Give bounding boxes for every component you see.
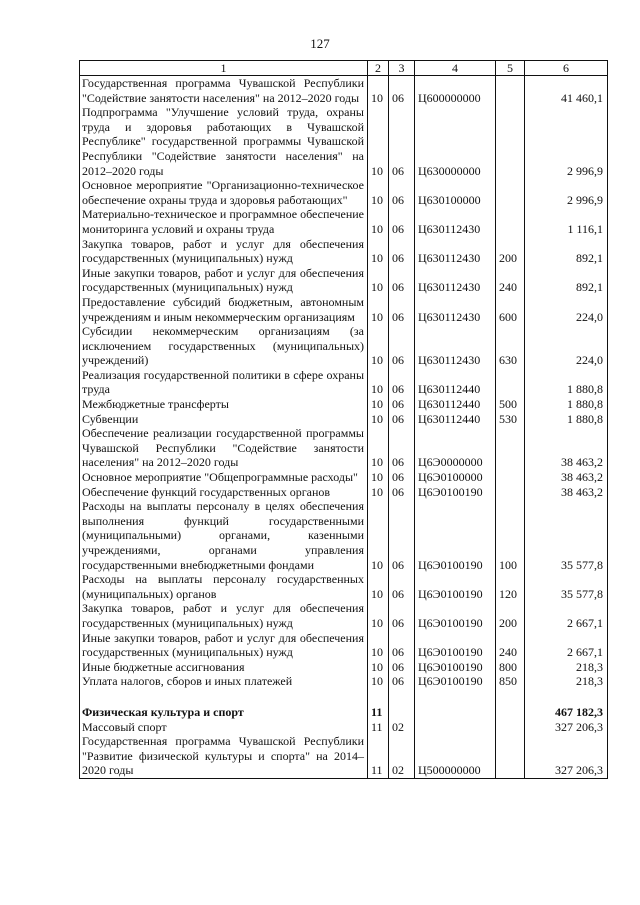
target-article-code: Ц630112440 xyxy=(415,368,496,397)
amount: 467 182,3 xyxy=(525,705,608,720)
expense-type-code: 100 xyxy=(496,499,525,572)
expense-type-code xyxy=(496,105,525,178)
table-row xyxy=(80,368,608,397)
table-header-row xyxy=(80,61,608,76)
item-name: Субвенции xyxy=(80,412,368,427)
target-article-code: Ц600000000 xyxy=(415,76,496,106)
expense-type-code xyxy=(496,178,525,207)
empty-cell xyxy=(368,689,389,705)
table-row xyxy=(80,295,608,324)
item-name: Иные бюджетные ассигнования xyxy=(80,660,368,675)
table-row xyxy=(80,207,608,236)
empty-cell xyxy=(415,689,496,705)
amount: 327 206,3 xyxy=(525,720,608,735)
column-header: 2 xyxy=(368,61,389,76)
table-row xyxy=(80,397,608,412)
section-code: 10 xyxy=(368,266,389,295)
item-name: Основное мероприятие "Организационно-техническое обеспечение охраны труда и здоровья работающих" xyxy=(80,178,368,207)
section-code: 10 xyxy=(368,426,389,470)
item-name: Иные закупки товаров, работ и услуг для обеспечения государственных (муниципальных) нужд xyxy=(80,266,368,295)
item-name: Межбюджетные трансферты xyxy=(80,397,368,412)
item-name: Закупка товаров, работ и услуг для обеспечения государственных (муниципальных) нужд xyxy=(80,237,368,266)
item-name: Расходы на выплаты персоналу в целях обеспечения выполнения функций государственными (муниципальными) органами, казенными учреждениями, органами управления государственными внебюджетными фондами xyxy=(80,499,368,572)
section-code: 10 xyxy=(368,397,389,412)
expense-type-code: 530 xyxy=(496,412,525,427)
target-article-code: Ц630000000 xyxy=(415,105,496,178)
empty-cell xyxy=(80,689,368,705)
expense-type-code: 120 xyxy=(496,572,525,601)
amount: 35 577,8 xyxy=(525,572,608,601)
target-article-code: Ц6Э0100190 xyxy=(415,485,496,500)
amount: 218,3 xyxy=(525,674,608,689)
target-article-code: Ц630112430 xyxy=(415,207,496,236)
expense-type-code xyxy=(496,76,525,106)
page-number: 127 xyxy=(310,36,330,51)
table-row xyxy=(80,631,608,660)
subsection-code: 06 xyxy=(389,105,415,178)
subsection-code: 06 xyxy=(389,470,415,485)
target-article-code: Ц630112440 xyxy=(415,412,496,427)
table-row xyxy=(80,601,608,630)
budget-table xyxy=(79,60,608,779)
amount: 218,3 xyxy=(525,660,608,675)
subsection-code: 06 xyxy=(389,207,415,236)
subsection-code: 06 xyxy=(389,631,415,660)
target-article-code: Ц500000000 xyxy=(415,734,496,778)
subsection-code: 06 xyxy=(389,485,415,500)
table-row xyxy=(80,426,608,470)
expense-type-code: 630 xyxy=(496,324,525,368)
item-name: Расходы на выплаты персоналу государственных (муниципальных) органов xyxy=(80,572,368,601)
subsection-code: 06 xyxy=(389,572,415,601)
section-code: 11 xyxy=(368,720,389,735)
expense-type-code xyxy=(496,705,525,720)
target-article-code: Ц6Э0100190 xyxy=(415,572,496,601)
amount: 38 463,2 xyxy=(525,470,608,485)
item-name: Закупка товаров, работ и услуг для обеспечения государственных (муниципальных) нужд xyxy=(80,601,368,630)
subsection-code: 06 xyxy=(389,426,415,470)
section-code: 10 xyxy=(368,105,389,178)
expense-type-code: 850 xyxy=(496,674,525,689)
item-name: Подпрограмма "Улучшение условий труда, охраны труда и здоровья работающих в Чувашской Республике" государственной программы Чувашской Республики "Содействие занятости населения" на 2012–2020 годы xyxy=(80,105,368,178)
target-article-code xyxy=(415,705,496,720)
subsection-code: 06 xyxy=(389,601,415,630)
section-code: 10 xyxy=(368,470,389,485)
expense-type-code: 600 xyxy=(496,295,525,324)
target-article-code: Ц630112430 xyxy=(415,324,496,368)
subsection-code: 06 xyxy=(389,178,415,207)
section-code: 10 xyxy=(368,237,389,266)
amount: 1 880,8 xyxy=(525,368,608,397)
empty-cell xyxy=(496,689,525,705)
target-article-code: Ц6Э0100190 xyxy=(415,674,496,689)
target-article-code xyxy=(415,720,496,735)
subsection-code: 06 xyxy=(389,295,415,324)
expense-type-code: 500 xyxy=(496,397,525,412)
target-article-code: Ц630112430 xyxy=(415,266,496,295)
section-code: 10 xyxy=(368,207,389,236)
item-name: Предоставление субсидий бюджетным, автономным учреждениям и иным некоммерческим организациям xyxy=(80,295,368,324)
spacer-row xyxy=(80,689,608,705)
item-name: Государственная программа Чувашской Республики "Содействие занятости населения" на 2012–2020 годы xyxy=(80,76,368,106)
target-article-code: Ц6Э0100190 xyxy=(415,601,496,630)
subsection-code: 02 xyxy=(389,734,415,778)
amount: 41 460,1 xyxy=(525,76,608,106)
target-article-code: Ц630112430 xyxy=(415,295,496,324)
expense-type-code: 200 xyxy=(496,237,525,266)
table-body xyxy=(80,76,608,779)
amount: 2 667,1 xyxy=(525,631,608,660)
item-name: Обеспечение функций государственных органов xyxy=(80,485,368,500)
section-code: 10 xyxy=(368,178,389,207)
amount: 1 880,8 xyxy=(525,412,608,427)
column-header: 4 xyxy=(415,61,496,76)
table-row xyxy=(80,470,608,485)
table-row xyxy=(80,572,608,601)
section-code: 10 xyxy=(368,572,389,601)
section-code: 10 xyxy=(368,499,389,572)
section-code: 10 xyxy=(368,324,389,368)
amount: 1 116,1 xyxy=(525,207,608,236)
amount: 224,0 xyxy=(525,324,608,368)
item-name: Массовый спорт xyxy=(80,720,368,735)
item-name: Материально-техническое и программное обеспечение мониторинга условий и охраны труда xyxy=(80,207,368,236)
section-code: 10 xyxy=(368,412,389,427)
section-code: 10 xyxy=(368,674,389,689)
amount: 892,1 xyxy=(525,266,608,295)
table-row xyxy=(80,237,608,266)
amount: 2 667,1 xyxy=(525,601,608,630)
expense-type-code xyxy=(496,485,525,500)
item-name: Субсидии некоммерческим организациям (за исключением государственных (муниципальных) учреждений) xyxy=(80,324,368,368)
expense-type-code: 200 xyxy=(496,601,525,630)
table-row xyxy=(80,660,608,675)
table-row xyxy=(80,734,608,778)
subsection-code: 06 xyxy=(389,412,415,427)
empty-cell xyxy=(525,689,608,705)
target-article-code: Ц6Э0100000 xyxy=(415,470,496,485)
table-row xyxy=(80,412,608,427)
column-header: 3 xyxy=(389,61,415,76)
subsection-code: 06 xyxy=(389,237,415,266)
table-row xyxy=(80,720,608,735)
table-row xyxy=(80,105,608,178)
subsection-code: 06 xyxy=(389,397,415,412)
column-header: 1 xyxy=(80,61,368,76)
subsection-code: 06 xyxy=(389,368,415,397)
section-code: 10 xyxy=(368,631,389,660)
item-name: Государственная программа Чувашской Республики "Развитие физической культуры и спорта" на 2014–2020 годы xyxy=(80,734,368,778)
amount: 38 463,2 xyxy=(525,426,608,470)
expense-type-code xyxy=(496,368,525,397)
section-code: 10 xyxy=(368,295,389,324)
section-code: 10 xyxy=(368,601,389,630)
section-code: 10 xyxy=(368,368,389,397)
expense-type-code: 240 xyxy=(496,631,525,660)
subsection-code: 02 xyxy=(389,720,415,735)
expense-type-code: 240 xyxy=(496,266,525,295)
subsection-code: 06 xyxy=(389,324,415,368)
amount: 224,0 xyxy=(525,295,608,324)
item-name: Реализация государственной политики в сфере охраны труда xyxy=(80,368,368,397)
column-header: 6 xyxy=(525,61,608,76)
subsection-code xyxy=(389,705,415,720)
target-article-code: Ц630112430 xyxy=(415,237,496,266)
item-name: Обеспечение реализации государственной программы Чувашской Республики "Содействие занятости населения" на 2012–2020 годы xyxy=(80,426,368,470)
item-name: Физическая культура и спорт xyxy=(80,705,368,720)
target-article-code: Ц6Э0100190 xyxy=(415,660,496,675)
subsection-code: 06 xyxy=(389,76,415,106)
subsection-code: 06 xyxy=(389,660,415,675)
expense-type-code xyxy=(496,470,525,485)
amount: 2 996,9 xyxy=(525,178,608,207)
table-row xyxy=(80,178,608,207)
table-row xyxy=(80,499,608,572)
amount: 35 577,8 xyxy=(525,499,608,572)
amount: 892,1 xyxy=(525,237,608,266)
subsection-code: 06 xyxy=(389,266,415,295)
item-name: Иные закупки товаров, работ и услуг для обеспечения государственных (муниципальных) нужд xyxy=(80,631,368,660)
item-name: Основное мероприятие "Общепрограммные расходы" xyxy=(80,470,368,485)
expense-type-code xyxy=(496,426,525,470)
table-row xyxy=(80,485,608,500)
expense-type-code: 800 xyxy=(496,660,525,675)
section-code: 10 xyxy=(368,485,389,500)
target-article-code: Ц6Э0000000 xyxy=(415,426,496,470)
table-row xyxy=(80,266,608,295)
target-article-code: Ц630100000 xyxy=(415,178,496,207)
column-header: 5 xyxy=(496,61,525,76)
section-code: 10 xyxy=(368,76,389,106)
subsection-code: 06 xyxy=(389,674,415,689)
target-article-code: Ц6Э0100190 xyxy=(415,499,496,572)
subsection-code: 06 xyxy=(389,499,415,572)
section-code: 10 xyxy=(368,660,389,675)
expense-type-code xyxy=(496,720,525,735)
amount: 2 996,9 xyxy=(525,105,608,178)
target-article-code: Ц630112440 xyxy=(415,397,496,412)
target-article-code: Ц6Э0100190 xyxy=(415,631,496,660)
table-row xyxy=(80,76,608,106)
amount: 38 463,2 xyxy=(525,485,608,500)
empty-cell xyxy=(389,689,415,705)
item-name: Уплата налогов, сборов и иных платежей xyxy=(80,674,368,689)
table-row xyxy=(80,324,608,368)
table-row xyxy=(80,674,608,689)
section-code: 11 xyxy=(368,734,389,778)
expense-type-code xyxy=(496,207,525,236)
expense-type-code xyxy=(496,734,525,778)
table-row xyxy=(80,705,608,720)
section-code: 11 xyxy=(368,705,389,720)
amount: 327 206,3 xyxy=(525,734,608,778)
amount: 1 880,8 xyxy=(525,397,608,412)
